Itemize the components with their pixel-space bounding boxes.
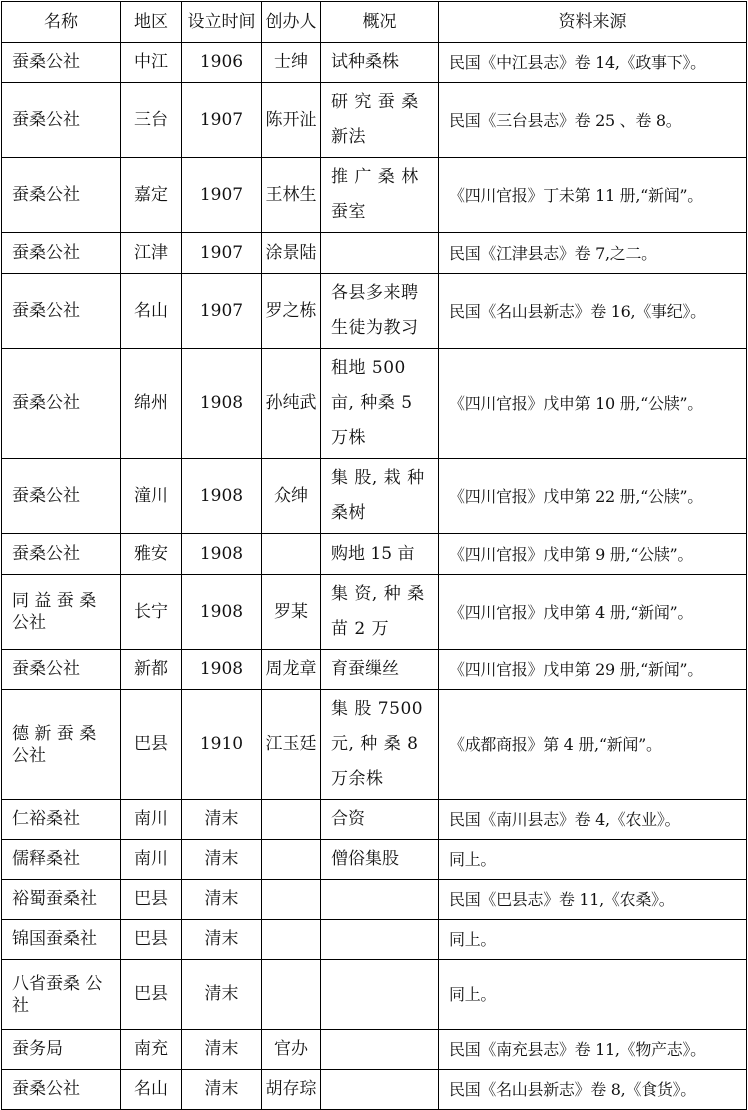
cell-region: 南川 — [121, 800, 182, 840]
cell-year: 1908 — [182, 534, 262, 575]
cell-region: 南川 — [121, 840, 182, 880]
cell-name: 同 益 蚕 桑 公社 — [2, 575, 121, 650]
cell-source: 民国《名山县新志》卷 8,《食货》。 — [439, 1070, 747, 1110]
cell-source: 民国《南充县志》卷 11,《物产志》。 — [439, 1030, 747, 1070]
cell-overview: 集 资, 种 桑 苗 2 万 — [321, 575, 439, 650]
cell-founder: 涂景陆 — [262, 233, 321, 274]
cell-source: 《四川官报》戊申第 29 册,“新闻”。 — [439, 650, 747, 690]
cell-founder: 官办 — [262, 1030, 321, 1070]
table-header-row — [2, 2, 747, 43]
cell-overview: 推 广 桑 林 蚕室 — [321, 158, 439, 233]
header-year: 设立时间 — [182, 2, 262, 43]
cell-overview — [321, 880, 439, 920]
cell-region: 绵州 — [121, 349, 182, 459]
silkworm-society-table — [1, 1, 747, 1110]
cell-founder: 胡存琮 — [262, 1070, 321, 1110]
cell-region: 巴县 — [121, 690, 182, 800]
cell-region: 名山 — [121, 1070, 182, 1110]
cell-founder: 罗之栋 — [262, 274, 321, 349]
table-row — [2, 459, 747, 534]
cell-overview: 合资 — [321, 800, 439, 840]
cell-name: 蚕桑公社 — [2, 274, 121, 349]
cell-region: 长宁 — [121, 575, 182, 650]
cell-year: 1908 — [182, 575, 262, 650]
cell-region: 巴县 — [121, 960, 182, 1030]
cell-name: 儒释桑社 — [2, 840, 121, 880]
cell-founder: 士绅 — [262, 43, 321, 83]
cell-overview: 研 究 蚕 桑 新法 — [321, 83, 439, 158]
cell-overview — [321, 920, 439, 960]
cell-source: 《四川官报》戊申第 10 册,“公牍”。 — [439, 349, 747, 459]
table-row — [2, 83, 747, 158]
cell-region: 南充 — [121, 1030, 182, 1070]
cell-name: 蚕桑公社 — [2, 534, 121, 575]
cell-source: 《四川官报》戊申第 4 册,“新闻”。 — [439, 575, 747, 650]
table-row — [2, 43, 747, 83]
cell-founder — [262, 840, 321, 880]
cell-name: 蚕桑公社 — [2, 83, 121, 158]
cell-overview — [321, 233, 439, 274]
cell-overview: 试种桑株 — [321, 43, 439, 83]
cell-year: 1910 — [182, 690, 262, 800]
table-row — [2, 840, 747, 880]
cell-region: 名山 — [121, 274, 182, 349]
cell-name: 蚕桑公社 — [2, 233, 121, 274]
cell-name: 蚕桑公社 — [2, 43, 121, 83]
header-name: 名称 — [2, 2, 121, 43]
cell-founder: 孙纯武 — [262, 349, 321, 459]
cell-year: 清末 — [182, 800, 262, 840]
cell-name: 裕蜀蚕桑社 — [2, 880, 121, 920]
cell-year: 清末 — [182, 1070, 262, 1110]
cell-region: 雅安 — [121, 534, 182, 575]
header-region: 地区 — [121, 2, 182, 43]
cell-founder: 陈开沚 — [262, 83, 321, 158]
cell-source: 民国《巴县志》卷 11,《农桑》。 — [439, 880, 747, 920]
cell-overview — [321, 1030, 439, 1070]
cell-founder: 王林生 — [262, 158, 321, 233]
cell-founder: 罗某 — [262, 575, 321, 650]
cell-founder: 周龙章 — [262, 650, 321, 690]
cell-name: 蚕桑公社 — [2, 349, 121, 459]
cell-year: 清末 — [182, 880, 262, 920]
cell-name: 蚕桑公社 — [2, 650, 121, 690]
cell-founder: 江玉廷 — [262, 690, 321, 800]
table-row — [2, 349, 747, 459]
cell-source: 同上。 — [439, 840, 747, 880]
table-row — [2, 575, 747, 650]
cell-name: 蚕桑公社 — [2, 1070, 121, 1110]
cell-overview — [321, 960, 439, 1030]
table-row — [2, 1070, 747, 1110]
cell-overview: 集 股 7500 元, 种 桑 8 万余株 — [321, 690, 439, 800]
cell-founder: 众绅 — [262, 459, 321, 534]
table-row — [2, 1030, 747, 1070]
cell-region: 嘉定 — [121, 158, 182, 233]
table-row — [2, 690, 747, 800]
cell-name: 锦国蚕桑社 — [2, 920, 121, 960]
cell-founder — [262, 800, 321, 840]
table-row — [2, 880, 747, 920]
table-row — [2, 233, 747, 274]
cell-overview: 购地 15 亩 — [321, 534, 439, 575]
cell-year: 1908 — [182, 349, 262, 459]
cell-region: 巴县 — [121, 880, 182, 920]
cell-year: 清末 — [182, 920, 262, 960]
cell-source: 民国《名山县新志》卷 16,《事纪》。 — [439, 274, 747, 349]
cell-source: 民国《南川县志》卷 4,《农业》。 — [439, 800, 747, 840]
cell-source: 民国《中江县志》卷 14,《政事下》。 — [439, 43, 747, 83]
cell-name: 德 新 蚕 桑 公社 — [2, 690, 121, 800]
cell-name: 仁裕桑社 — [2, 800, 121, 840]
cell-founder — [262, 880, 321, 920]
cell-region: 江津 — [121, 233, 182, 274]
cell-source: 《四川官报》戊申第 9 册,“公牍”。 — [439, 534, 747, 575]
cell-overview — [321, 1070, 439, 1110]
cell-name: 蚕桑公社 — [2, 459, 121, 534]
table-row — [2, 800, 747, 840]
cell-year: 1908 — [182, 650, 262, 690]
header-overview: 概况 — [321, 2, 439, 43]
table-row — [2, 274, 747, 349]
cell-founder — [262, 920, 321, 960]
cell-source: 同上。 — [439, 920, 747, 960]
cell-source: 《成都商报》第 4 册,“新闻”。 — [439, 690, 747, 800]
table-row — [2, 534, 747, 575]
cell-year: 1907 — [182, 233, 262, 274]
table-row — [2, 650, 747, 690]
cell-source: 《四川官报》戊申第 22 册,“公牍”。 — [439, 459, 747, 534]
cell-founder — [262, 534, 321, 575]
cell-year: 清末 — [182, 1030, 262, 1070]
table-row — [2, 920, 747, 960]
cell-region: 三台 — [121, 83, 182, 158]
header-founder: 创办人 — [262, 2, 321, 43]
cell-overview: 育蚕缫丝 — [321, 650, 439, 690]
cell-year: 清末 — [182, 840, 262, 880]
cell-year: 1908 — [182, 459, 262, 534]
cell-overview: 租地 500 亩, 种桑 5 万株 — [321, 349, 439, 459]
cell-region: 新都 — [121, 650, 182, 690]
cell-source: 民国《三台县志》卷 25 、卷 8。 — [439, 83, 747, 158]
cell-source: 同上。 — [439, 960, 747, 1030]
cell-source: 民国《江津县志》卷 7,之二。 — [439, 233, 747, 274]
header-source: 资料来源 — [439, 2, 747, 43]
cell-founder — [262, 960, 321, 1030]
cell-year: 1907 — [182, 274, 262, 349]
cell-name: 八省蚕桑 公社 — [2, 960, 121, 1030]
cell-overview: 各县多来聘 生徒为教习 — [321, 274, 439, 349]
cell-overview: 僧俗集股 — [321, 840, 439, 880]
cell-region: 中江 — [121, 43, 182, 83]
table-row — [2, 960, 747, 1030]
cell-name: 蚕桑公社 — [2, 158, 121, 233]
cell-name: 蚕务局 — [2, 1030, 121, 1070]
cell-year: 清末 — [182, 960, 262, 1030]
cell-region: 潼川 — [121, 459, 182, 534]
cell-overview: 集 股, 栽 种 桑树 — [321, 459, 439, 534]
cell-year: 1907 — [182, 83, 262, 158]
cell-region: 巴县 — [121, 920, 182, 960]
cell-source: 《四川官报》丁未第 11 册,“新闻”。 — [439, 158, 747, 233]
cell-year: 1906 — [182, 43, 262, 83]
table-row — [2, 158, 747, 233]
cell-year: 1907 — [182, 158, 262, 233]
